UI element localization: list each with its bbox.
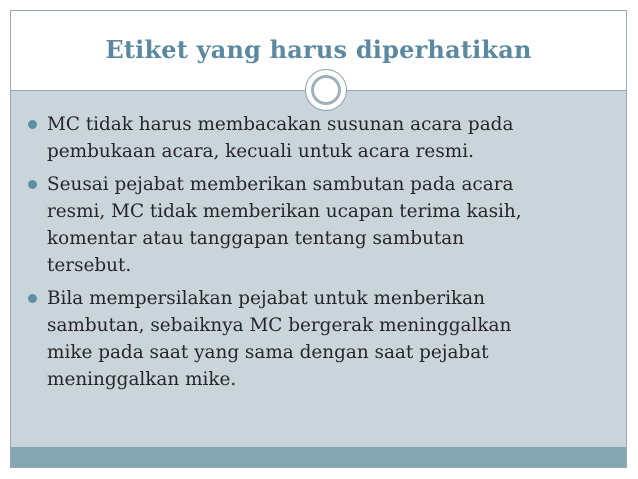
bullet-line: tersebut. [47,255,132,276]
bullet-line: Seusai pejabat memberikan sambutan pada acara [47,174,514,195]
bullet-line: Bila mempersilakan pejabat untuk menberikan [47,288,485,309]
bullet-item [11,171,626,279]
circle-ornament-icon [305,69,347,111]
circle-ornament-inner [311,75,341,105]
slide-frame [10,10,627,468]
bullet-dot-icon [28,180,37,189]
bullet-line: mike pada saat yang sama dengan saat pejabat [47,342,489,363]
bullet-item [11,111,626,165]
bullet-line: MC tidak harus membacakan susunan acara pada [47,114,514,135]
slide-title: Etiket yang harus diperhatikan [105,35,532,64]
footer-band [11,447,626,467]
bullet-line: sambutan, sebaiknya MC bergerak meninggalkan [47,315,512,336]
bullet-dot-icon [28,120,37,129]
bullet-line: resmi, MC tidak memberikan ucapan terima kasih, [47,201,522,222]
bullet-item [11,285,626,393]
bullet-dot-icon [28,294,37,303]
bullet-line: pembukaan acara, kecuali untuk acara resmi. [47,141,474,162]
bullet-list [11,111,626,399]
bullet-line: komentar atau tanggapan tentang sambutan [47,228,465,249]
bullet-line: meninggalkan mike. [47,369,237,390]
